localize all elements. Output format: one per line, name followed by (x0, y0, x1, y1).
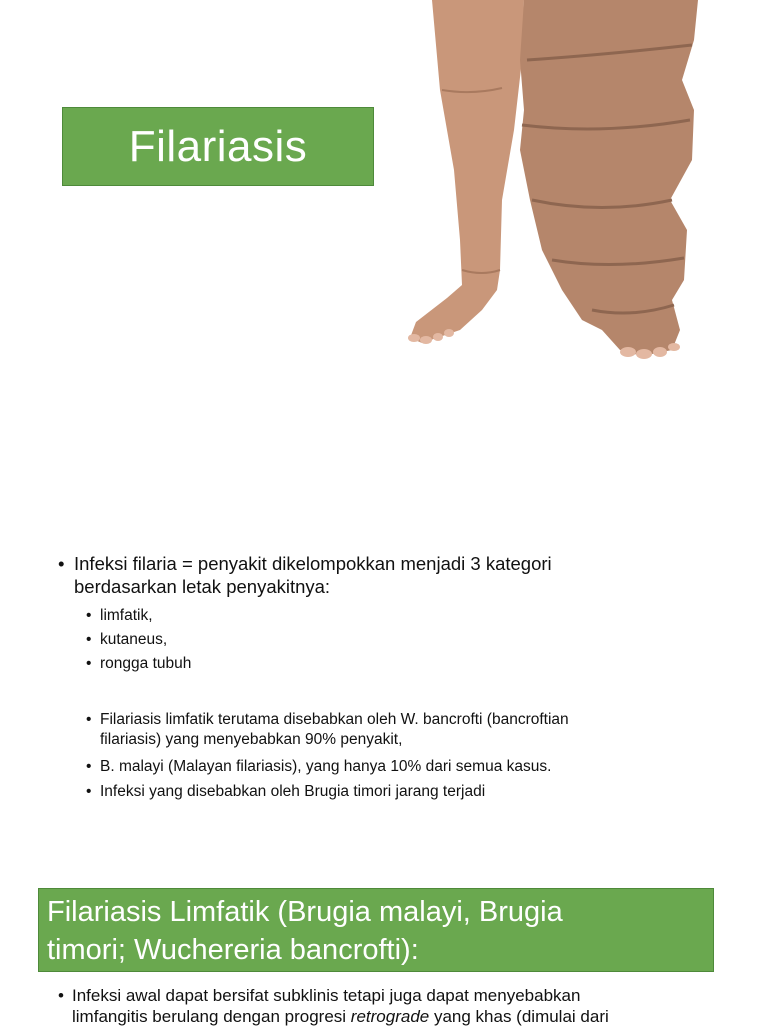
body-line-1: Infeksi awal dapat bersifat subklinis tetapi juga dapat menyebabkan (72, 986, 581, 1005)
bullet-dot: • (58, 986, 64, 1005)
slide-title-box (62, 107, 374, 186)
slide-lymphatic (0, 880, 768, 1024)
category-label: kutaneus, (100, 631, 168, 648)
intro-line-2: berdasarkan letak penyakitnya: (74, 576, 331, 597)
bullet-dot: • (86, 631, 92, 648)
bullet-detail (86, 710, 706, 750)
page-title: Filariasis (128, 121, 308, 171)
bullet-dot: • (86, 711, 92, 728)
bullet-dot: • (58, 553, 65, 574)
bullet-category (86, 654, 706, 674)
elephantiasis-legs-image (402, 0, 702, 365)
bullet-dot: • (86, 655, 92, 672)
bullet-dot: • (86, 607, 92, 624)
section-heading-line-1: Filariasis Limfatik (Brugia malayi, Brugia (47, 896, 563, 928)
section-heading-banner (38, 888, 714, 972)
slide-categories (0, 520, 768, 880)
detail-line-1: Infeksi yang disebabkan oleh Brugia timori jarang terjadi (100, 783, 486, 800)
body-line-2-end: yang khas (dimulai dari (429, 1007, 609, 1026)
detail-line-2: filariasis) yang menyebabkan 90% penyakit, (100, 731, 403, 748)
bullet-body (58, 985, 718, 1027)
body-line-2-start: limfangitis berulang dengan progresi (72, 1007, 351, 1026)
category-label: rongga tubuh (100, 655, 192, 672)
bullet-intro (58, 552, 678, 598)
bullet-dot: • (86, 783, 92, 800)
bullet-dot: • (86, 758, 92, 775)
bullet-category (86, 606, 706, 626)
body-emphasis: retrograde (350, 1007, 430, 1026)
bullet-detail (86, 757, 706, 777)
bullet-detail (86, 782, 706, 802)
detail-line-1: Filariasis limfatik terutama disebabkan oleh W. bancrofti (bancroftian (100, 711, 569, 728)
intro-line-1: Infeksi filaria = penyakit dikelompokkan menjadi 3 kategori (74, 553, 552, 574)
bullet-category (86, 630, 706, 650)
detail-line-1: B. malayi (Malayan filariasis), yang hanya 10% dari semua kasus. (100, 758, 552, 775)
category-label: limfatik, (100, 607, 153, 624)
section-heading-line-2: timori; Wuchereria bancrofti): (47, 934, 419, 966)
